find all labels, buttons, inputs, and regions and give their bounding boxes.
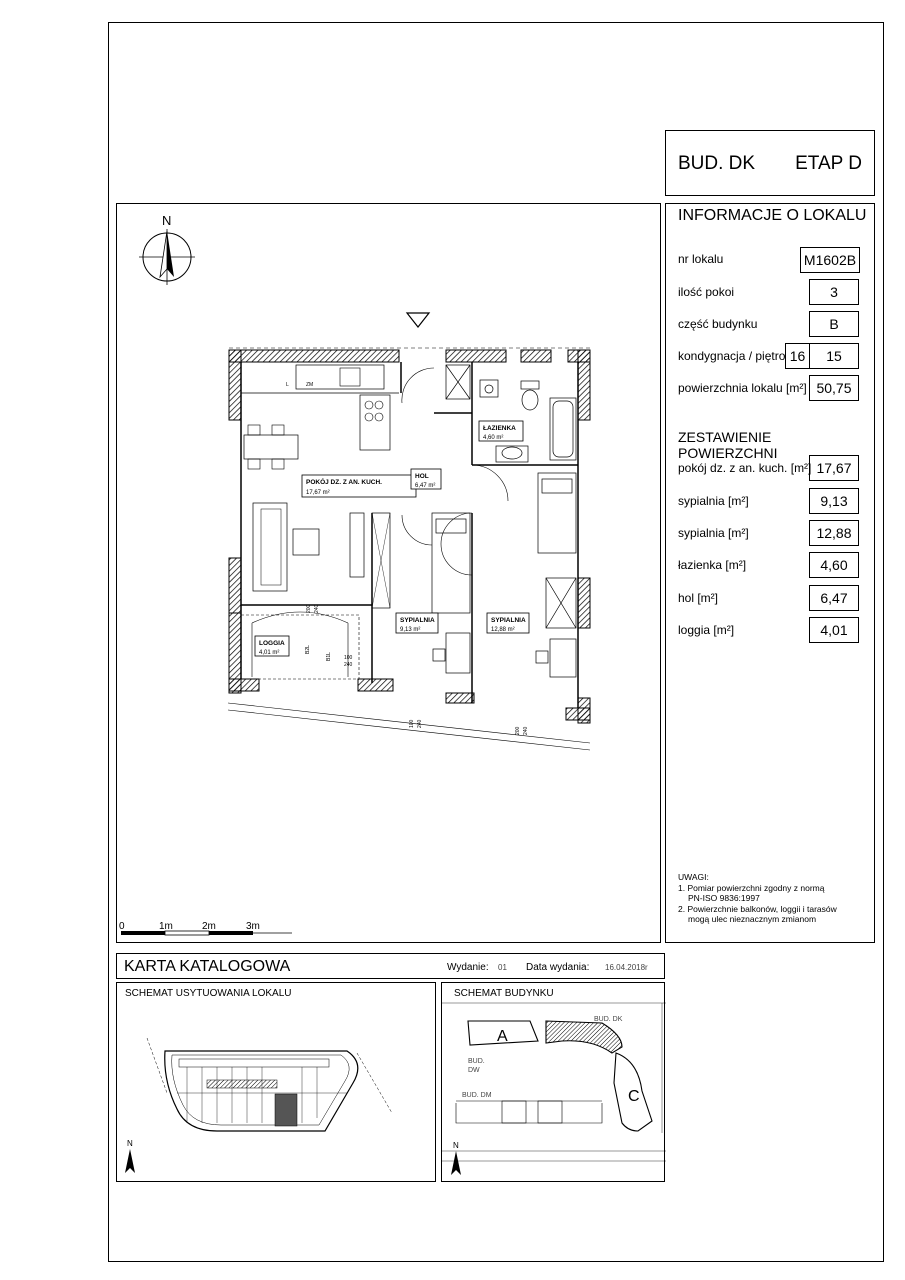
building-north-icon xyxy=(451,1141,461,1175)
info-label-floor: kondygnacja / piętro xyxy=(678,349,786,363)
catalog-footer xyxy=(116,953,665,979)
room-name-bedroom2: SYPIALNIA xyxy=(491,617,526,624)
kitchen-mark-zm: ZM xyxy=(306,382,314,388)
floor-plan-drawing xyxy=(116,203,661,943)
room-area-loggia: 4,01 m² xyxy=(259,650,280,656)
hall-wardrobe xyxy=(372,513,390,608)
living-furniture xyxy=(253,503,364,591)
dim-7: 200 xyxy=(515,726,521,735)
room-name-loggia: LOGGIA xyxy=(259,640,285,647)
scale-2m: 2m xyxy=(202,921,216,932)
tag-b1l: B1L xyxy=(326,652,332,661)
notes-line-2: PN-ISO 9836:1997 xyxy=(688,893,760,903)
room-label-bedroom2 xyxy=(487,613,529,633)
location-north-icon xyxy=(125,1139,135,1173)
tag-b2l: B2L xyxy=(305,645,311,654)
location-scheme-title: SCHEMAT USYTUOWANIA LOKALU xyxy=(125,988,292,999)
building-label-dk: BUD. DK xyxy=(594,1016,623,1023)
info-panel xyxy=(665,203,875,943)
area-label-bedroom1: sypialnia [m²] xyxy=(678,494,749,508)
notes-line-1: 1. Pomiar powierzchni zgodny z normą xyxy=(678,882,825,893)
room-area-living: 17,67 m² xyxy=(306,490,330,496)
area-label-hall: hol [m²] xyxy=(678,591,719,605)
notes-line-4: mogą ulec nieznacznym zmianom xyxy=(688,914,817,924)
notes-line-3: 2. Powierzchnie balkonów, loggii i tarasów xyxy=(678,903,837,914)
entrance-arrow-icon xyxy=(407,313,429,327)
room-area-bathroom: 4,60 m² xyxy=(483,435,504,441)
kitchen-mark-l: L xyxy=(286,382,289,388)
area-value-loggia: 4,01 xyxy=(809,617,859,643)
catalog-title: KARTA KATALOGOWA xyxy=(124,958,291,975)
room-label-hall xyxy=(411,469,441,489)
room-name-hall: HOL xyxy=(415,473,429,480)
area-value-bedroom2: 12,88 xyxy=(809,520,859,546)
building-label-c: C xyxy=(628,1088,640,1105)
building-label-dm: BUD. DM xyxy=(462,1092,492,1099)
room-label-living xyxy=(302,475,416,497)
info-value-storey: 16 xyxy=(785,343,810,369)
area-value-living: 17,67 xyxy=(809,455,859,481)
room-name-bedroom1: SYPIALNIA xyxy=(400,617,435,624)
location-north-label: N xyxy=(127,1139,133,1148)
stage-label: ETAP D xyxy=(795,153,862,174)
room-label-loggia xyxy=(255,636,289,656)
dim-6: 240 xyxy=(417,719,423,728)
building-scheme-drawing xyxy=(442,983,666,1183)
location-scheme-box xyxy=(116,982,436,1182)
area-label-loggia: loggia [m²] xyxy=(678,623,735,637)
scale-0: 0 xyxy=(119,921,125,932)
scale-1m: 1m xyxy=(159,921,173,932)
scale-bar xyxy=(119,921,292,935)
location-scheme-drawing xyxy=(117,983,437,1183)
dim-4: 240 xyxy=(344,662,353,668)
area-value-hall: 6,47 xyxy=(809,585,859,611)
building-label-a: A xyxy=(497,1028,508,1045)
edition-label: Wydanie: xyxy=(447,962,489,973)
room-area-hall: 6,47 m² xyxy=(415,483,436,489)
area-value-bedroom1: 9,13 xyxy=(809,488,859,514)
info-label-part: część budynku xyxy=(678,317,758,331)
room-name-bathroom: ŁAZIENKA xyxy=(483,425,516,432)
info-value-floor: 15 xyxy=(809,343,859,369)
area-label-living: pokój dz. z an. kuch. [m²] xyxy=(678,461,812,475)
info-label-area: powierzchnia lokalu [m²] xyxy=(678,381,807,395)
area-label-bathroom: łazienka [m²] xyxy=(678,558,747,572)
info-value-rooms: 3 xyxy=(809,279,859,305)
info-value-nr: M1602B xyxy=(800,247,860,273)
info-label-nr: nr lokalu xyxy=(678,252,724,266)
date-value: 16.04.2018r xyxy=(605,963,648,972)
room-label-bathroom xyxy=(479,421,523,441)
notes-title: UWAGI: xyxy=(678,872,709,882)
kitchen-counter xyxy=(286,365,390,450)
area-label-bedroom2: sypialnia [m²] xyxy=(678,526,749,540)
info-title: INFORMACJE O LOKALU xyxy=(678,207,867,224)
edition-value: 01 xyxy=(498,963,507,972)
building-stage-box xyxy=(665,130,875,196)
building-scheme-title: SCHEMAT BUDYNKU xyxy=(454,988,554,999)
building-label-dw: DW xyxy=(468,1067,480,1074)
building-label-bud: BUD. xyxy=(468,1058,485,1065)
info-label-rooms: ilość pokoi xyxy=(678,285,735,299)
dining-table xyxy=(244,425,298,469)
info-value-area: 50,75 xyxy=(809,375,859,401)
dim-8: 240 xyxy=(523,726,529,735)
north-label: N xyxy=(162,213,172,228)
dim-2: 240 xyxy=(314,604,320,613)
area-value-bathroom: 4,60 xyxy=(809,552,859,578)
dim-5: 100 xyxy=(409,719,415,728)
building-north-label: N xyxy=(453,1141,459,1150)
north-arrow-icon xyxy=(139,213,195,285)
room-label-bedroom1 xyxy=(396,613,438,633)
building-scheme-box xyxy=(441,982,665,1182)
info-value-part: B xyxy=(809,311,859,337)
room-area-bedroom2: 12,88 m² xyxy=(491,627,515,633)
walls xyxy=(228,348,590,750)
notes xyxy=(678,872,837,925)
building-label: BUD. DK xyxy=(678,153,756,174)
date-label: Data wydania: xyxy=(526,962,590,973)
areas-title: ZESTAWIENIE POWIERZCHNI xyxy=(678,429,778,461)
dim-3: 100 xyxy=(344,655,353,661)
bedroom1-furniture xyxy=(432,513,470,673)
dim-1: 200 xyxy=(306,604,312,613)
scale-3m: 3m xyxy=(246,921,260,932)
bedroom2-furniture xyxy=(536,473,576,677)
room-area-bedroom1: 9,13 m² xyxy=(400,627,421,633)
room-name-living: POKÓJ DZ. Z AN. KUCH. xyxy=(306,479,382,486)
